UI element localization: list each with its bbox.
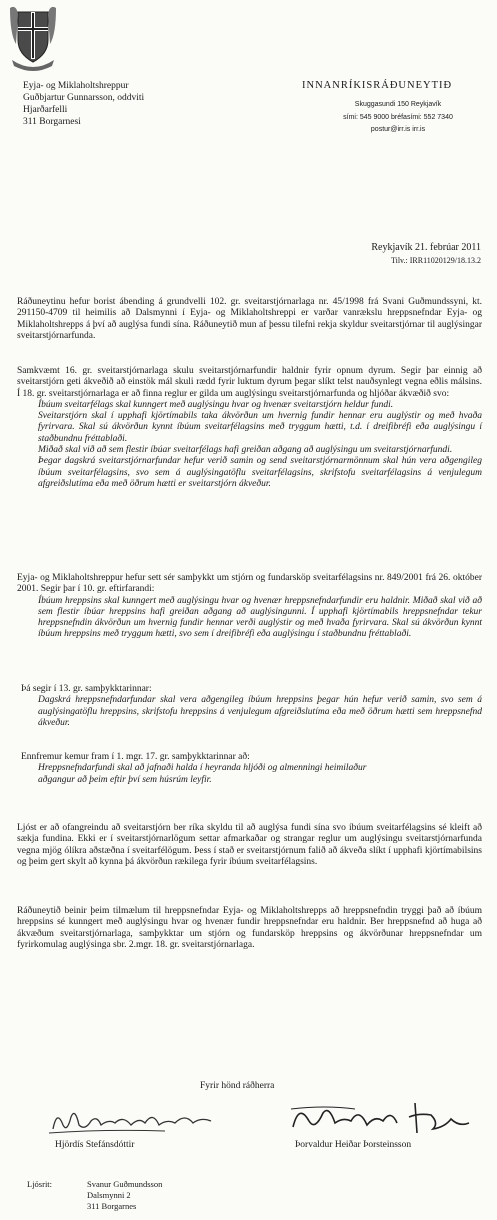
law-quote-18 xyxy=(38,400,482,490)
reference-number: Tilv.: IRR11020129/18.13.2 xyxy=(390,256,481,265)
paragraph-text: Ljóst er að ofangreindu að sveitarstjórn ber ríka skyldu til að auglýsa fundi sína svo íbúum sveitarfélagsins sé kleift að sækja fundina. Ekki er í sveitarstjórnarlögum settar afmarkaðar og strangar reglur um auglýsingu sveitarstjórnarfunda vegna mjög ólíkra aðstæðna í sveitarfélögum. Þess í stað er sveitarstjórnum falið að ákveða slíkt í upphafi kjörtímabilsins og þeim gert skylt að kynna þá ákvörðun rækilega fyrir íbúum sveitarfélagsins. xyxy=(17,823,482,867)
letter-date: Reykjavík 21. febrúar 2011 xyxy=(371,242,481,253)
paragraph-text: Ennfremur kemur fram í 1. mgr. 17. gr. samþykktarinnar að: xyxy=(21,752,250,762)
signatory-name-1: Hjördís Stefánsdóttir xyxy=(55,1140,135,1150)
quote-line: Sveitarstjórn skal í upphafi kjörtímabils taka ákvörðun um hvernig fundir hennar eru auglýstir og með hvaða fyrirvara. Skal sú ákvörðun kynnt íbúum sveitarfélagsins með tryggum hætti, t.d. í dreifibréfi eða auglýsingu í staðbundnu fréttablaði. xyxy=(38,411,482,444)
recipient-line: Hjarðarfelli xyxy=(23,105,68,115)
dateline xyxy=(371,241,481,267)
cc-label: Ljósrit: xyxy=(27,1179,53,1189)
cc-line: 311 Borgarnes xyxy=(87,1201,137,1211)
bylaw-quote-13 xyxy=(38,695,482,729)
handwritten-signature-1 xyxy=(45,1103,225,1139)
paragraph-text: Eyja- og Miklaholtshreppur hefur sett sér samþykkt um stjórn og fundarsköp sveitarfélagsins nr. 849/2001 frá 26. október 2001. Segir þar í 10. gr. eftirfarandi: xyxy=(17,573,482,595)
cc-line: Dalsmynni 2 xyxy=(87,1190,131,1200)
quote-line: Íbúum sveitarfélags skal kunngert með auglýsingu hvar og hvenær sveitarstjórn heldur fundi. xyxy=(38,399,394,410)
signatory-name-2: Þorvaldur Heiðar Þorsteinsson xyxy=(295,1140,412,1150)
quote-line: Miðað skal við að sem flestir íbúar sveitarfélags hafi greiðan aðgang að auglýsingu um sveitarstjórnarfundi. xyxy=(38,445,453,456)
recipient-line: 311 Borgarnesi xyxy=(23,117,81,127)
paragraph-text: Ráðuneytið beinir þeim tilmælum til hreppsnefndar Eyja- og Miklaholtshrepps að hreppsnefndin tryggi það að íbúum hreppsins sé kunngert með auglýsingu hvar og hvenær fundir hreppsnefndar eru haldnir. Ber hreppsnefnd að huga að ákvæðum sveitarstjórnarlaga, samþykktar um stjórn og fundarsköp hreppsins og ákvörðunar hreppsnefndar um fyrirkomulag auglýsinga sbr. 2.mgr. 18. gr. sveitarstjórnarlaga. xyxy=(17,906,482,950)
recipient-line: Eyja- og Miklaholtshreppur xyxy=(23,81,129,91)
recipient-address xyxy=(23,80,144,128)
quote-line: aðgangur að þeim eftir því sem húsrúm leyfir. xyxy=(38,774,212,785)
quote-line: Dagskrá hreppsnefndarfundar skal vera aðgengileg íbúum hreppsins þegar hún hefur verið samin, svo sem á auglýsingatöflu hreppsins, skrifstofu hreppsins á venjulegum afgreiðslutíma eða með öðrum hætti sem hreppsnefnd ákveður. xyxy=(38,695,482,728)
recipient-line: Guðbjartur Gunnarsson, oddviti xyxy=(23,93,145,103)
paragraph-text: Ráðuneytinu hefur borist ábending á grundvelli 102. gr. sveitarstjórnarlaga nr. 45/1998 frá Svani Guðmundssyni, kt. 291150-4709 til heimilis að Dalsmynni í Eyja- og Miklaholtshreppi er varðar vanrækslu hreppsnefndar Eyja- og Miklaholtshrepps á því að auglýsa fundi sína. Ráðuneytið mun af þessu tilefni rekja skyldur sveitarstjórnar til auglýsingar sveitarstjórnarfunda. xyxy=(17,297,482,341)
ministry-contact xyxy=(313,99,483,137)
bylaw-quote-17 xyxy=(38,763,482,786)
handwritten-signature-2 xyxy=(285,1097,485,1141)
quote-line: Hreppsnefndarfundi skal að jafnaði halda í heyranda hljóði og almenningi heimilaður xyxy=(38,763,367,774)
body-paragraph-4 xyxy=(17,684,482,729)
paragraph-text: Þá segir í 13. gr. samþykktarinnar: xyxy=(21,684,152,694)
ministry-phone: sími: 545 9000 bréfasími: 552 7340 xyxy=(343,113,453,121)
paragraph-text: Samkvæmt 16. gr. sveitarstjórnarlaga skulu sveitarstjórnarfundir haldnir fyrir opnum dyrum. Segir þar einnig að sveitarstjórn geti ákveðið að einstök mál skuli rædd fyrir luktum dyrum þegar slíkt telst nauðsynlegt vegna eðlis málsins. Í 18. gr. sveitarstjórnarlaga er að finna reglur er gilda um auglýsingu sveitarstjórnarfunda og hljóðar ákvæðið svo: xyxy=(17,366,482,399)
body-paragraph-5 xyxy=(17,752,482,786)
body-paragraph-7 xyxy=(17,906,482,951)
body-paragraph-1 xyxy=(17,297,482,342)
cc-line: Svanur Guðmundsson xyxy=(87,1179,163,1189)
ministry-address: Skuggasundi 150 Reykjavík xyxy=(354,101,442,108)
body-paragraph-2 xyxy=(17,366,482,490)
quote-line: Þegar dagskrá sveitarstjórnarfundar hefur verið samin og send sveitarstjórnarmönnum skal hún vera aðgengileg íbúum sveitarfélagsins, svo sem á auglýsingatöflu sveitarfélagsins, skrifstofu sveitarfélagsins á venjulegum afgreiðslutíma eða með öðrum hætti er sveitarstjórn ákveður. xyxy=(38,456,482,489)
body-paragraph-3 xyxy=(17,573,482,641)
ministry-email: postur@irr.is irr.is xyxy=(370,126,426,133)
coat-of-arms-icon xyxy=(6,4,60,72)
cc-address xyxy=(87,1179,162,1212)
signature-title: Fyrir hönd ráðherra xyxy=(200,1081,275,1091)
body-paragraph-6 xyxy=(17,823,482,868)
ministry-name: INNANRÍKISRÁÐUNEYTIÐ xyxy=(302,80,453,91)
quote-line: Íbúum hreppsins skal kunngert með auglýsingu hvar og hvenær hreppsnefndarfundir eru haldnir. Miðað skal við að sem flestir íbúar hreppsins hafi greiðan aðgang að auglýsingunni. Í upphafi kjörtímabils hreppsnefndar tekur hreppsnefndin ákvörðun um hvernig fundir hennar verði auglýstir og með hvaða fyrirvara. Skal sú ákvörðun kynnt íbúum hreppsins með tryggum hætti, svo sem í dreifibréfi eða auglýsingu í staðbundnu fréttablaði. xyxy=(38,595,482,640)
bylaw-quote-10 xyxy=(38,596,482,641)
